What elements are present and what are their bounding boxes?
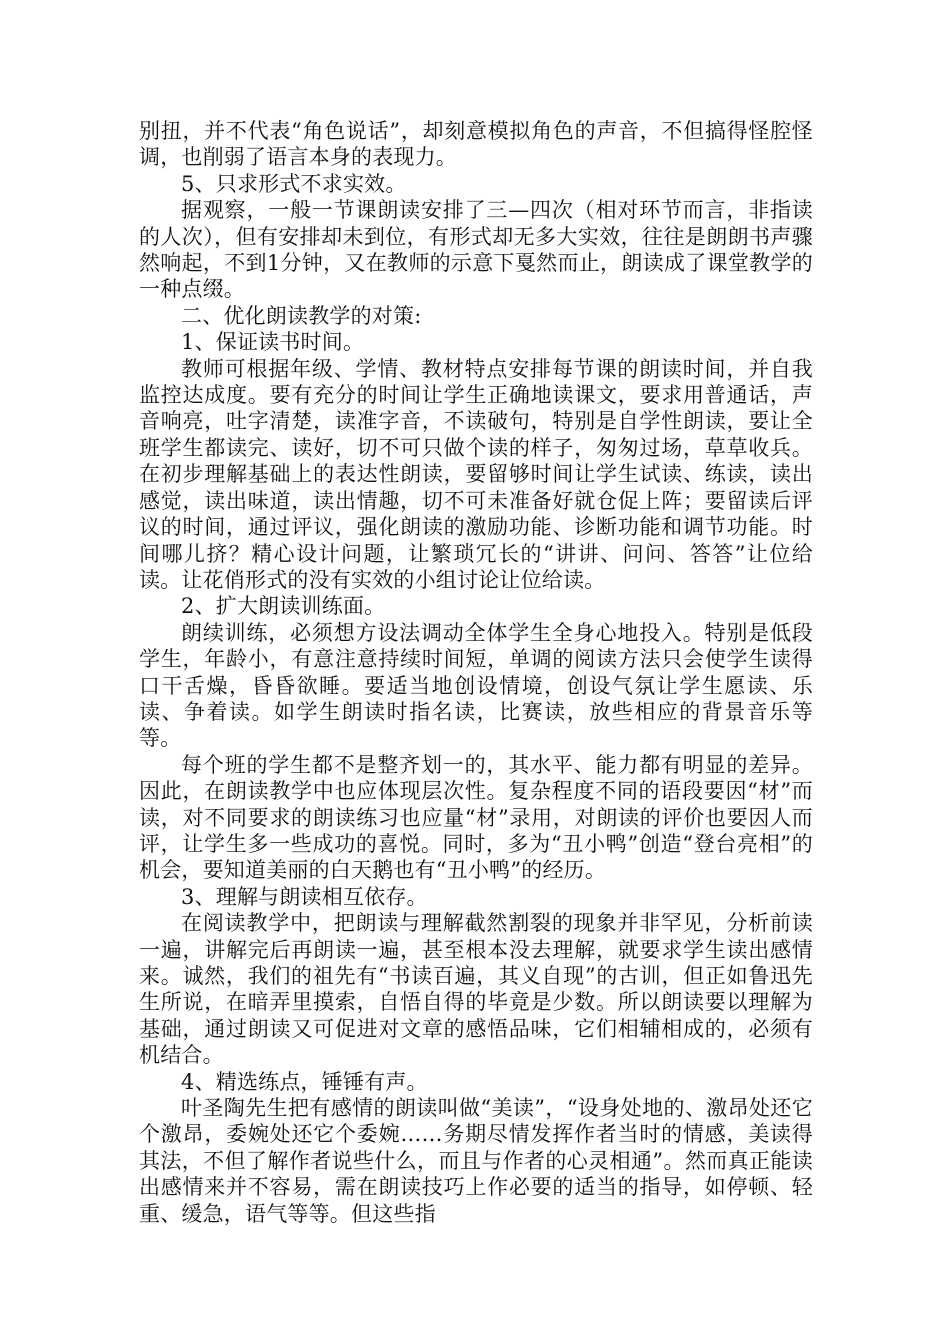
document-body: [139, 118, 813, 1227]
item-heading-3: 3、理解与朗读相互依存。: [181, 884, 428, 909]
item-heading-4: 4、精选练点，锤锤有声。: [181, 1069, 428, 1094]
paragraph-differentiation: 每个班的学生都不是整齐划一的，其水平、能力都有明显的差异。因此，在朗读教学中也应体现层次性。复杂程度不同的语段要因“材”而读，对不同要求的朗读练习也应量“材”录用，对朗读的评价也要因人而评，让学生多一些成功的喜悦。同时，多为“丑小鸭”创造“登台亮相”的机会，要知道美丽的白天鹅也有“丑小鸭”的经历。: [139, 752, 813, 883]
section-heading-2: 二、优化朗读教学的对策:: [181, 303, 422, 328]
paragraph-training-scope: 朗续训练，必须想方设法调动全体学生全身心地投入。特别是低段学生，年龄小，有意注意持续时间短，单调的阅读方法只会使学生读得口干舌燥，昏昏欲睡。要适当地创设情境，创设气氛让学生愿读、乐读、争着读。如学生朗读时指名读，比赛读，放些相应的背景音乐等等。: [139, 620, 813, 751]
paragraph-observation: 据观察，一般一节课朗读安排了三—四次（相对环节而言，非指读的人次），但有安排却未到位，有形式却无多大实效，往往是朗朗书声骤然响起，不到1分钟，又在教师的示意下戛然而止，朗读成了课堂教学的一种点缀。: [139, 198, 813, 302]
item-heading-5: 5、只求形式不求实效。: [181, 171, 407, 196]
paragraph-continuation: 别扭，并不代表“角色说话”，却刻意模拟角色的声音，不但搞得怪腔怪调，也削弱了语言本身的表现力。: [139, 119, 813, 170]
item-heading-2: 2、扩大朗读训练面。: [181, 594, 386, 619]
paragraph-reading-time: 教师可根据年级、学情、教材特点安排每节课的朗读时间，并自我监控达成度。要有充分的时间让学生正确地读课文，要求用普通话，声音响亮，吐字清楚，读准字音，不读破句，特别是自学性朗读，要让全班学生都读完、读好，切不可只做个读的样子，匆匆过场，草草收兵。在初步理解基础上的表达性朗读，要留够时间让学生试读、练读，读出感觉，读出味道，读出情趣，切不可未准备好就仓促上阵；要留读后评议的时间，通过评议，强化朗读的激励功能、诊断功能和调节功能。时间哪儿挤？精心设计问题，让繁琐冗长的“讲讲、问问、答答”让位给读。让花俏形式的没有实效的小组讨论让位给读。: [139, 356, 813, 592]
paragraph-expressive-reading: 叶圣陶先生把有感情的朗读叫做“美读”，“设身处地的、激昂处还它个激昂，委婉处还它个委婉……务期尽情发挥作者当时的情感，美读得其法，不但了解作者说些什么，而且与作者的心灵相通”。然而真正能读出感情来并不容易，需在朗读技巧上作必要的适当的指导，如停顿、轻重、缓急，语气等等。但这些指: [139, 1096, 813, 1226]
paragraph-understanding: 在阅读教学中，把朗读与理解截然割裂的现象并非罕见，分析前读一遍，讲解完后再朗读一遍，甚至根本没去理解，就要求学生读出感情来。诚然，我们的祖先有“书读百遍，其义自现”的古训，但正如鲁迅先生所说，在暗弄里摸索，自悟自得的毕竟是少数。所以朗读要以理解为基础，通过朗读又可促进对文章的感悟品味，它们相辅相成的，必须有机结合。: [139, 911, 813, 1068]
item-heading-1: 1、保证读书时间。: [181, 330, 365, 355]
